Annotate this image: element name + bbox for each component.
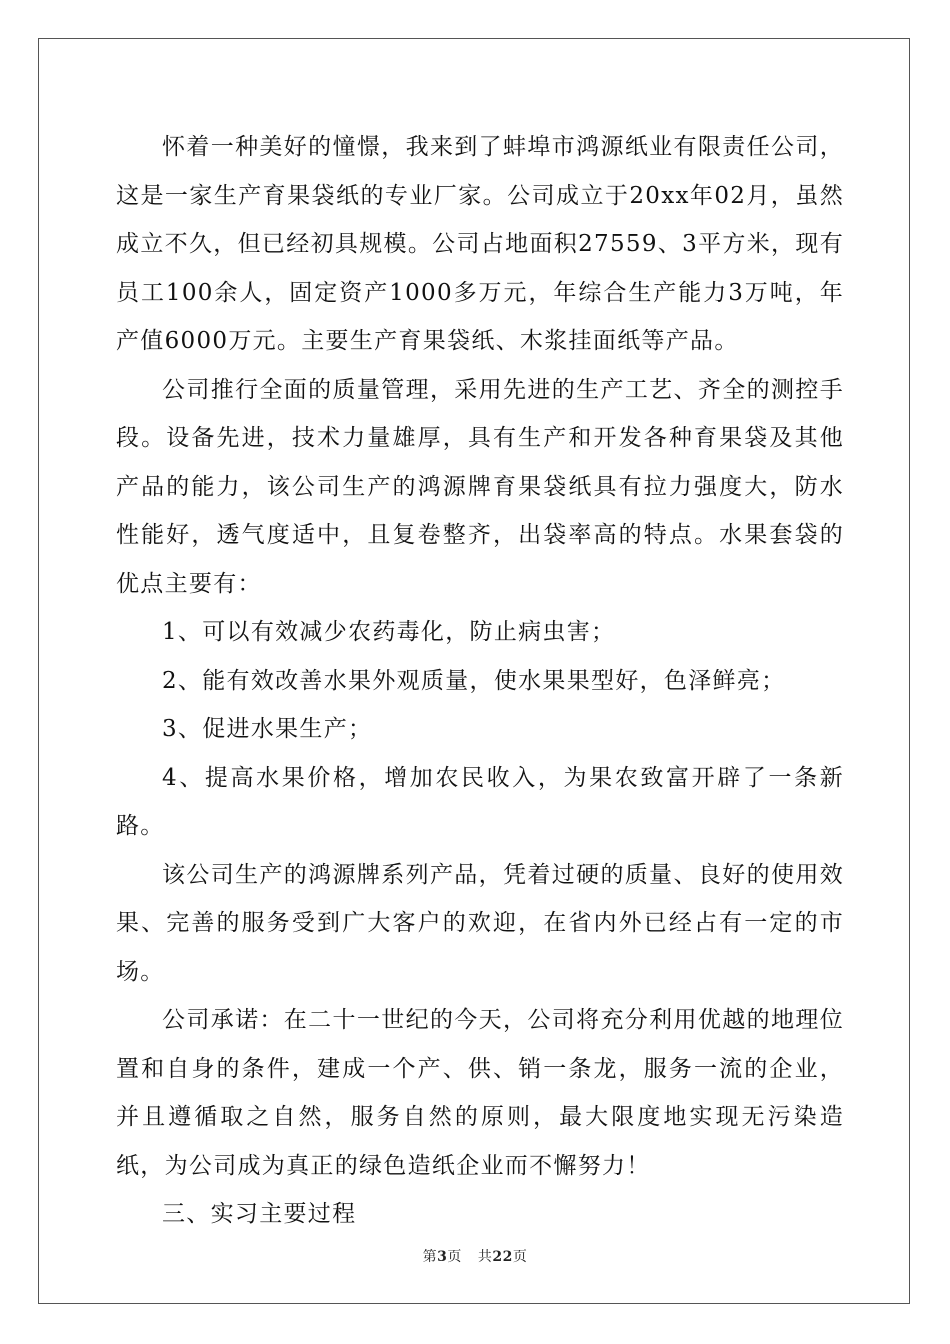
page-suffix: 页 xyxy=(447,1249,462,1265)
total-suffix: 页 xyxy=(512,1249,528,1265)
list-item-advantage-2: 2、能有效改善水果外观质量，使水果果型好，色泽鲜亮； xyxy=(162,667,786,694)
total-prefix: 共 xyxy=(477,1249,493,1265)
list-item-advantage-3: 3、促进水果生产； xyxy=(162,716,373,742)
document-body xyxy=(116,123,844,1239)
section-heading: 三、实习主要过程 xyxy=(162,1201,357,1227)
paragraph-quality-management: 公司推行全面的质量管理，采用先进的生产工艺、齐全的测控手段。设备先进，技术力量雄厚，具有生产和开发各种育果袋及其他产品的能力，该公司生产的鸿源牌育果袋纸具有拉力强度大，防水性能好，透气度适中，且复卷整齐，出袋率高的特点。水果套袋的优点主要有： xyxy=(116,376,844,597)
page-footer xyxy=(0,1246,950,1266)
paragraph-products-market: 该公司生产的鸿源牌系列产品，凭着过硬的质量、良好的使用效果、完善的服务受到广大客户的欢迎，在省内外已经占有一定的市场。 xyxy=(116,861,844,985)
list-item-advantage-1: 1、可以有效减少农药毒化，防止病虫害； xyxy=(162,619,616,645)
page-prefix: 第 xyxy=(422,1249,438,1265)
total-pages: 22 xyxy=(492,1249,513,1265)
paragraph-company-promise: 公司承诺：在二十一世纪的今天，公司将充分利用优越的地理位置和自身的条件，建成一个产、供、销一条龙，服务一流的企业，并且遵循取之自然，服务自然的原则，最大限度地实现无污染造纸，为公司成为真正的绿色造纸企业而不懈努力！ xyxy=(116,1007,844,1179)
paragraph-company-intro: 怀着一种美好的憧憬，我来到了蚌埠市鸿源纸业有限责任公司，这是一家生产育果袋纸的专业厂家。公司成立于20xx年02月，虽然成立不久，但已经初具规模。公司占地面积27559、3平方米，现有员工100余人，固定资产1000多万元，年综合生产能力3万吨，年产值6000万元。主要生产育果袋纸、木浆挂面纸等产品。 xyxy=(116,134,844,354)
page-number: 3 xyxy=(437,1249,448,1265)
list-item-advantage-4: 4、提高水果价格，增加农民收入，为果农致富开辟了一条新路。 xyxy=(116,764,844,839)
